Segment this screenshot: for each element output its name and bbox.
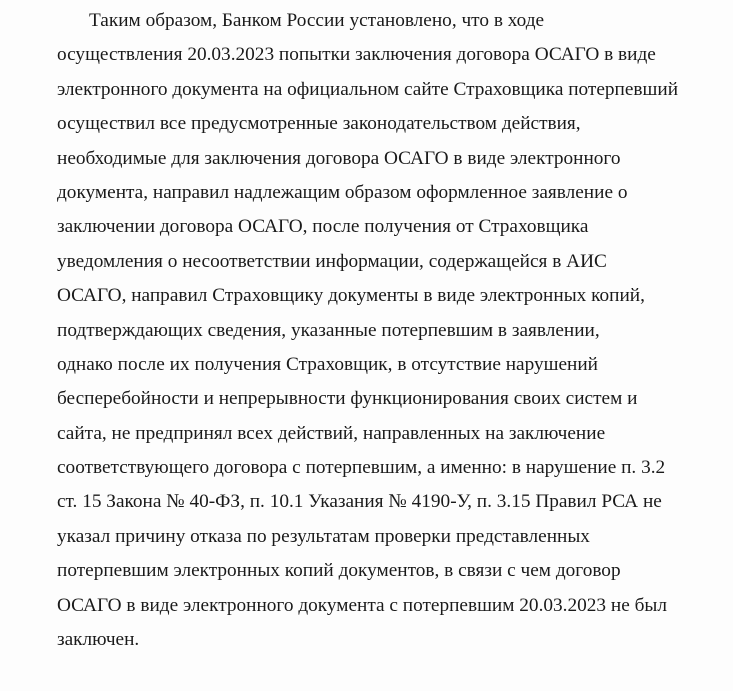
paragraph-line-15: ст. 15 Закона № 40-ФЗ, п. 10.1 Указания № 4190-У, п. 3.15 Правил РСА не (57, 491, 662, 513)
paragraph-line-10: подтверждающих сведения, указанные потерпевшим в заявлении, (57, 319, 600, 341)
paragraph-line-17: потерпевшим электронных копий документов, в связи с чем договор (57, 560, 621, 582)
paragraph-line-3: электронного документа на официальном сайте Страховщика потерпевший (57, 78, 679, 100)
paragraph-line-5: необходимые для заключения договора ОСАГО в виде электронного (57, 147, 621, 169)
paragraph-line-6: документа, направил надлежащим образом оформленное заявление о (57, 181, 628, 203)
paragraph-line-18: ОСАГО в виде электронного документа с потерпевшим 20.03.2023 не был (57, 594, 667, 616)
paragraph-line-13: сайта, не предпринял всех действий, направленных на заключение (57, 422, 606, 444)
paragraph-line-4: осуществил все предусмотренные законодательством действия, (57, 113, 581, 135)
document-paragraph (57, 4, 719, 657)
paragraph-line-9: ОСАГО, направил Страховщику документы в виде электронных копий, (57, 285, 645, 307)
paragraph-line-7: заключении договора ОСАГО, после получения от Страховщика (57, 216, 589, 238)
paragraph-line-19: заключен. (57, 629, 140, 651)
paragraph-line-2: осуществления 20.03.2023 попытки заключения договора ОСАГО в виде (57, 44, 656, 66)
paragraph-line-8: уведомления о несоответствии информации, содержащейся в АИС (57, 250, 607, 272)
paragraph-line-1: Таким образом, Банком России установлено, что в ходе (89, 10, 545, 31)
paragraph-line-16: указал причину отказа по результатам проверки представленных (57, 525, 590, 547)
paragraph-line-11: однако после их получения Страховщик, в отсутствие нарушений (57, 353, 598, 375)
paragraph-line-14: соответствующего договора с потерпевшим, а именно: в нарушение п. 3.2 (57, 457, 666, 479)
paragraph-line-12: бесперебойности и непрерывности функционирования своих систем и (57, 388, 638, 410)
